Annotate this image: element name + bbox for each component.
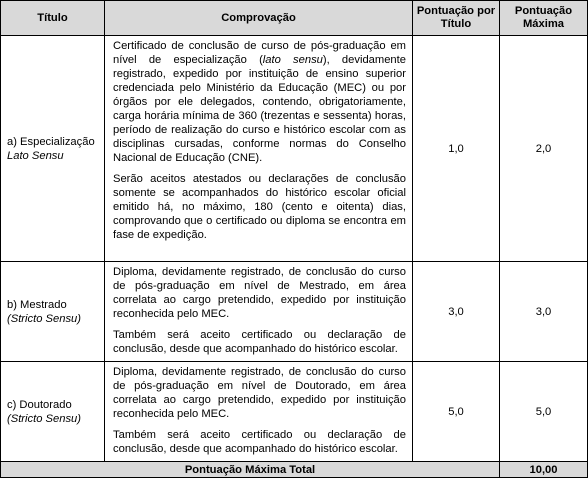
title-cell <box>1 36 105 262</box>
title-label: c) Doutorado <box>7 398 72 411</box>
table-row-especializacao <box>1 36 588 262</box>
title-sublabel: Lato Sensu <box>7 149 64 162</box>
total-row <box>1 462 588 478</box>
proof-cell <box>105 262 413 362</box>
header-row <box>1 1 588 36</box>
proof-paragraph-secondary: Também será aceito certificado ou declaração de conclusão, desde que acompanhado do histórico escolar. <box>113 429 406 455</box>
header-pontuacao-titulo: Pontuação por Título <box>413 1 500 36</box>
header-pontuacao-maxima: Pontuação Máxima <box>500 1 588 36</box>
header-comprovacao: Comprovação <box>105 1 413 36</box>
pontuacao-maxima-value: 3,0 <box>500 262 588 362</box>
pontuacao-titulo-value: 3,0 <box>413 262 500 362</box>
proof-text-italic: lato sensu <box>262 54 323 66</box>
title-sublabel: (Stricto Sensu) <box>7 312 81 325</box>
title-label: a) Especialização <box>7 135 95 148</box>
proof-paragraph-secondary: Também será aceito certificado ou declaração de conclusão, desde que acompanhado do histórico escolar. <box>113 329 406 355</box>
proof-text-before: Certificado de conclusão de curso de pós-graduação em nível de especialização ( <box>113 40 406 66</box>
pontuacao-maxima-value: 5,0 <box>500 362 588 462</box>
proof-paragraph: Diploma, devidamente registrado, de conclusão do curso de pós-graduação em nível de Doutorado, em área correlata ao cargo pretendido, expedido por instituição reconhecida pelo MEC. <box>113 366 406 420</box>
proof-paragraph-secondary: Serão aceitos atestados ou declarações de conclusão somente se acompanhados do histórico escolar oficial emitido há, no máximo, 180 (cento e oitenta) dias, comprovando que o certificado ou diploma se encontra em fase de expedição. <box>113 173 406 241</box>
header-titulo: Título <box>1 1 105 36</box>
proof-cell <box>105 36 413 262</box>
pontuacao-titulo-value: 5,0 <box>413 362 500 462</box>
title-label: b) Mestrado <box>7 298 67 311</box>
title-sublabel: (Stricto Sensu) <box>7 412 81 425</box>
proof-cell <box>105 362 413 462</box>
table-row-doutorado <box>1 362 588 462</box>
proof-text-after: ), devidamente registrado, expedido por instituição de ensino superior credenciada pelo Ministério da Educação (MEC) ou por órgãos por ele delegados, contendo, obrigatoriamente, carga horária mínima de 360 (trezentas e sessenta) horas, período de realização do curso e histórico escolar com as disciplinas cursadas, conforme normas do Conselho Nacional de Educação (CNE). <box>113 54 406 164</box>
pontuacao-titulo-value: 1,0 <box>413 36 500 262</box>
total-label: Pontuação Máxima Total <box>1 462 500 478</box>
table-row-mestrado <box>1 262 588 362</box>
title-cell <box>1 262 105 362</box>
pontuacao-maxima-value: 2,0 <box>500 36 588 262</box>
proof-paragraph <box>113 39 406 165</box>
title-cell <box>1 362 105 462</box>
total-value: 10,00 <box>500 462 588 478</box>
proof-paragraph: Diploma, devidamente registrado, de conclusão do curso de pós-graduação em nível de Mestrado, em área correlata ao cargo pretendido, expedido por instituição reconhecida pelo MEC. <box>113 266 406 320</box>
